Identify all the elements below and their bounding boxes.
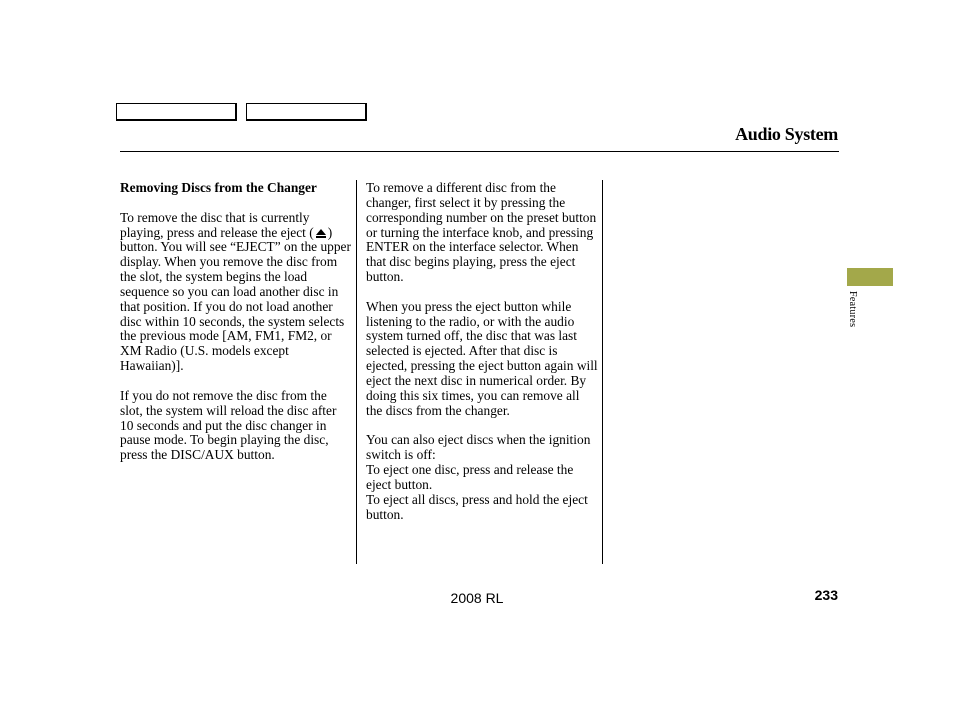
paragraph-line: To eject one disc, press and release the eject button. xyxy=(366,462,574,492)
footer-model: 2008 RL xyxy=(450,590,504,606)
paragraph-eject-radio: When you press the eject button while listening to the radio, or with the audio system turned off, the disc that was last selected is ejected. After that disc is ejected, pressing the eject button again will eject the next disc in numerical order. By doing this six times, you can remove all the discs from the changer. xyxy=(366,298,598,418)
paragraph-remove-different: To remove a different disc from the changer, first select it by pressing the corresponding number on the preset button or turning the interface knob, and pressing ENTER on the interface selector. When that disc begins playing, press the eject button. xyxy=(366,180,597,285)
section-title: Audio System xyxy=(735,124,838,144)
paragraph-text: To remove the disc that is currently playing, press and release the eject ( xyxy=(120,209,314,240)
paragraph-eject-current xyxy=(120,211,352,374)
features-tab xyxy=(847,268,893,286)
features-tab-label: Features xyxy=(847,291,858,328)
column-right xyxy=(366,181,598,522)
eject-icon xyxy=(316,229,326,238)
paragraph-line: You can also eject discs when the ignition switch is off: xyxy=(366,432,591,463)
page-number: 233 xyxy=(814,587,838,603)
nav-button-prev[interactable] xyxy=(116,103,237,121)
column-left xyxy=(120,181,352,463)
nav-button-next[interactable] xyxy=(246,103,367,121)
paragraph-ignition-off xyxy=(366,433,598,522)
column-divider xyxy=(356,180,357,564)
subsection-heading: Removing Discs from the Changer xyxy=(120,180,317,195)
column-divider xyxy=(602,180,603,564)
paragraph-line: To eject all discs, press and hold the eject button. xyxy=(366,491,588,522)
paragraph-text: ) button. You will see “EJECT” on the upper display. When you remove the disc from the slot, the system begins the load sequence so you can load another disc in that position. If you do not load another disc within 10 seconds, the system selects the previous mode [AM, FM1, FM2, or XM Radio (U.S. models except Hawaiian)]. xyxy=(120,224,351,374)
header-rule xyxy=(120,151,839,152)
paragraph-reload: If you do not remove the disc from the slot, the system will reload the disc after 10 seconds and put the disc changer in pause mode. To begin playing the disc, press the DISC/AUX button. xyxy=(120,387,337,463)
